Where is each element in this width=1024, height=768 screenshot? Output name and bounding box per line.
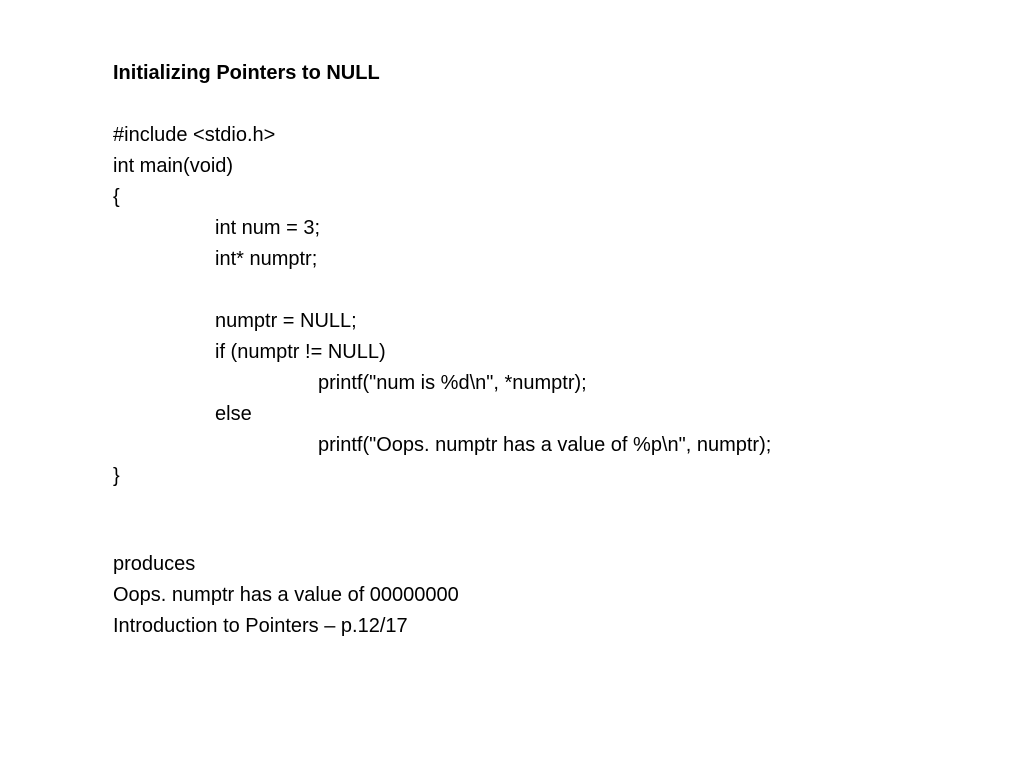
code-line: } [113,465,120,487]
code-blank-line [113,275,771,306]
code-line: int main(void) [113,155,234,177]
slide-footer: Introduction to Pointers – p.12/17 [113,615,408,637]
code-listing [113,120,771,492]
code-line: int num = 3; [215,217,321,239]
code-line: printf("Oops. numptr has a value of %p\n", numptr); [318,434,772,456]
produces-label: produces [113,553,196,575]
code-line: printf("num is %d\n", *numptr); [318,372,587,394]
program-output [113,549,459,642]
code-line: int* numptr; [215,248,318,270]
code-line: #include <stdio.h> [113,124,276,146]
code-line: { [113,186,120,208]
code-line: else [215,403,252,425]
output-result-line: Oops. numptr has a value of 00000000 [113,584,459,606]
slide-title: Initializing Pointers to NULL [113,62,380,84]
code-line: numptr = NULL; [215,310,357,332]
code-line: if (numptr != NULL) [215,341,386,363]
